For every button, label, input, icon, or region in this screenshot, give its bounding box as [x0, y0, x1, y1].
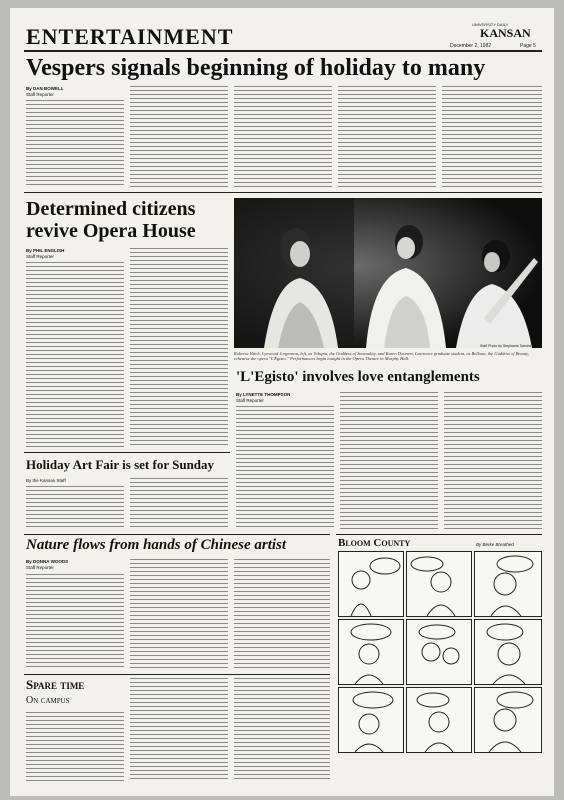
comic-panel-5 — [406, 619, 472, 685]
comic-figure-icon — [407, 620, 471, 684]
comic-title: Bloom County — [338, 537, 411, 549]
vespers-column-4 — [338, 86, 436, 188]
egisto-column-1 — [236, 406, 334, 530]
comic-figure-icon — [407, 552, 471, 616]
spare-column-2 — [130, 678, 228, 782]
opera-column-2 — [130, 248, 228, 448]
nature-role: Staff Reporter — [26, 565, 54, 570]
comic-panel-6 — [474, 619, 542, 685]
nature-headline: Nature flows from hands of Chinese artist — [26, 537, 287, 553]
comic-figure-icon — [475, 688, 541, 752]
comic-panel-9 — [474, 687, 542, 753]
spare-subtitle: On campus — [26, 695, 70, 706]
vespers-column-2 — [130, 86, 228, 188]
artfair-byline: By the Kansan Staff — [26, 478, 66, 483]
nature-top-rule — [24, 534, 330, 535]
comic-figure-icon — [339, 620, 403, 684]
artfair-top-rule — [24, 452, 230, 453]
artfair-column-1 — [26, 486, 124, 530]
photo-caption: Roberta Hitch, Lynwood Jorgenson, left, as Volupia, the Goddess of Sensuality, and Karen Dounert, Lawrence graduate student, as Bellona, the Goddess of Beauty, rehearse the opera "L'Egisto." Performances begin tonight in the Opera Theatre in Murphy Hall. — [234, 351, 529, 362]
egisto-column-2 — [340, 392, 438, 530]
section-title: ENTERTAINMENT — [26, 24, 234, 49]
egisto-role: Staff Reporter — [236, 398, 264, 403]
egisto-headline: 'L'Egisto' involves love entanglements — [236, 369, 480, 385]
vespers-column-3 — [234, 86, 332, 188]
issue-date: December 2, 1982 — [450, 43, 492, 49]
page-number: Page 5 — [520, 43, 536, 49]
comic-figure-icon — [475, 620, 541, 684]
comic-figure-icon — [407, 688, 471, 752]
photo-credit: Staff Photo by Stephanie Sandra — [480, 344, 531, 348]
spare-title: Spare time — [26, 677, 85, 692]
opera-rehearsal-photo — [234, 198, 542, 348]
artfair-column-2 — [130, 478, 228, 530]
comic-author: By Berke Breathed — [476, 542, 514, 547]
comic-panel-1 — [338, 551, 404, 617]
opera-role: Staff Reporter — [26, 254, 54, 259]
vespers-headline: Vespers signals beginning of holiday to many — [26, 55, 486, 81]
nature-column-2 — [130, 559, 228, 670]
vespers-bottom-rule — [24, 192, 542, 193]
newspaper-page — [10, 8, 554, 796]
comic-panel-4 — [338, 619, 404, 685]
opera-headline: Determined citizens revive Opera House — [26, 198, 196, 242]
vespers-byline: By DAN BOWELL — [26, 86, 64, 91]
nature-column-1 — [26, 574, 124, 670]
vespers-role: Staff Reporter — [26, 92, 54, 97]
photo-image — [234, 198, 542, 348]
opera-byline: By PHIL ENGLISH — [26, 248, 65, 253]
nature-byline: By DONNA WOODS — [26, 559, 69, 564]
comic-figure-icon — [339, 688, 403, 752]
spare-top-rule — [24, 674, 330, 675]
vespers-column-1 — [26, 100, 124, 188]
opera-column-1 — [26, 262, 124, 448]
comic-figure-icon — [475, 552, 541, 616]
comic-panel-8 — [406, 687, 472, 753]
paper-name: KANSAN — [480, 26, 531, 40]
paper-small-name: UNIVERSITY DAILY — [472, 22, 509, 27]
comic-panel-3 — [474, 551, 542, 617]
egisto-column-3 — [444, 392, 542, 530]
comic-top-rule — [336, 534, 542, 535]
nature-column-3 — [234, 559, 330, 670]
vespers-column-5 — [442, 86, 542, 188]
comic-panel-7 — [338, 687, 404, 753]
masthead-rule — [24, 50, 542, 52]
artfair-headline: Holiday Art Fair is set for Sunday — [26, 457, 215, 472]
egisto-byline: By LYNETTE THOMPSON — [236, 392, 291, 397]
spare-column-3 — [234, 678, 330, 782]
comic-panel-2 — [406, 551, 472, 617]
comic-figure-icon — [339, 552, 403, 616]
spare-column-1 — [26, 712, 124, 782]
